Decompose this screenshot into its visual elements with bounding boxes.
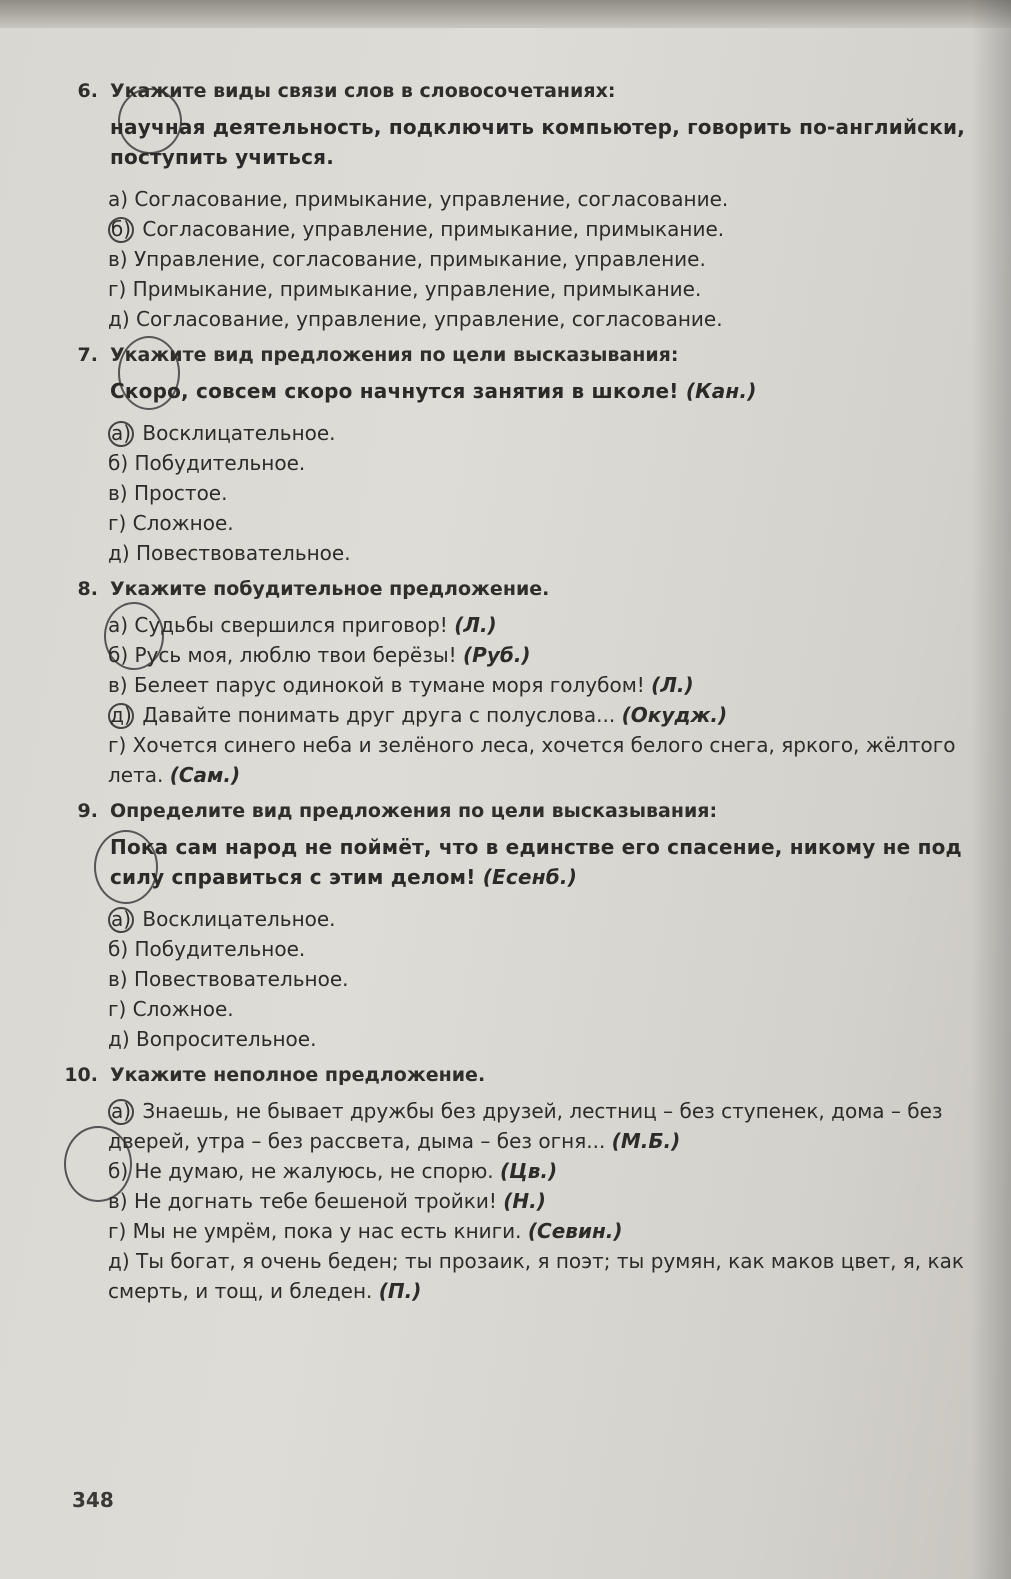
questions-list — [60, 80, 980, 1316]
option-letter: в) — [108, 481, 128, 505]
option-letter: д) — [108, 1027, 130, 1051]
answer-option — [108, 274, 980, 304]
question-prompt: Укажите неполное предложение. — [110, 1064, 486, 1086]
answer-option — [108, 904, 980, 934]
option-text: Управление, согласование, примыкание, управление. — [133, 247, 706, 271]
option-letter: а) — [108, 187, 129, 211]
option-text: Давайте понимать друг друга с полуслова... — [142, 703, 616, 727]
option-letter: б) — [108, 643, 129, 667]
option-source: (Л.) — [651, 673, 694, 697]
answer-options — [108, 904, 980, 1054]
option-text: Побудительное. — [134, 451, 306, 475]
answer-option — [108, 184, 980, 214]
answer-option — [108, 1096, 980, 1156]
answer-option — [108, 448, 980, 478]
question-prompt: Укажите побудительное предложение. — [110, 578, 550, 600]
answer-option — [108, 214, 980, 244]
answer-option — [108, 244, 980, 274]
answer-option — [108, 610, 980, 640]
answer-option — [108, 304, 980, 334]
answer-options — [108, 418, 980, 568]
option-text: Повествовательное. — [133, 967, 349, 991]
option-text: Хочется синего неба и зелёного леса, хочется белого снега, яркого, жёлтого лета. — [108, 733, 956, 787]
option-letter: д) — [108, 541, 130, 565]
option-letter: б) — [108, 451, 129, 475]
option-text: Побудительное. — [134, 937, 306, 961]
option-text: Сложное. — [132, 511, 234, 535]
option-text: Повествовательное. — [136, 541, 351, 565]
answer-options — [108, 610, 980, 790]
answer-option — [108, 730, 980, 790]
option-letter: б) — [108, 1159, 129, 1183]
question-example — [110, 376, 980, 406]
circled-option-letter: а) — [108, 1099, 134, 1125]
option-text: Восклицательное. — [142, 421, 336, 445]
question-6 — [60, 80, 980, 334]
option-text: Восклицательное. — [142, 907, 336, 931]
option-text: Судьбы свершился приговор! — [134, 613, 448, 637]
answer-option — [108, 1186, 980, 1216]
option-source: (П.) — [378, 1279, 422, 1303]
question-9 — [60, 800, 980, 1054]
option-letter: г) — [108, 511, 127, 535]
circled-option-letter: а) — [108, 907, 134, 933]
circled-option-letter: д) — [108, 703, 134, 729]
question-number: 7. — [77, 344, 98, 366]
option-letter: г) — [108, 1219, 127, 1243]
question-prompt: Определите вид предложения по цели высказывания: — [110, 800, 718, 822]
answer-option — [108, 1216, 980, 1246]
answer-option — [108, 994, 980, 1024]
option-source: (Н.) — [503, 1189, 546, 1213]
option-source: (Руб.) — [463, 643, 531, 667]
option-text: Вопросительное. — [136, 1027, 317, 1051]
answer-option — [108, 1246, 980, 1306]
option-letter: г) — [108, 733, 127, 757]
option-text: Сложное. — [132, 997, 234, 1021]
question-8 — [60, 578, 980, 790]
answer-option — [108, 508, 980, 538]
option-text: Примыкание, примыкание, управление, примыкание. — [132, 277, 702, 301]
answer-option — [108, 1156, 980, 1186]
circled-option-letter: б) — [108, 217, 134, 243]
option-source: (Окудж.) — [621, 703, 728, 727]
option-source: (Сам.) — [169, 763, 241, 787]
answer-options — [108, 184, 980, 334]
answer-option — [108, 934, 980, 964]
circled-option-letter: а) — [108, 421, 134, 447]
question-prompt: Укажите вид предложения по цели высказывания: — [110, 344, 679, 366]
answer-option — [108, 640, 980, 670]
question-7 — [60, 344, 980, 568]
option-source: (М.Б.) — [611, 1129, 681, 1153]
option-letter: в) — [108, 247, 128, 271]
question-header — [60, 800, 980, 822]
option-letter: а) — [108, 613, 129, 637]
question-header — [60, 344, 980, 366]
option-text: Не думаю, не жалуюсь, не спорю. — [134, 1159, 494, 1183]
option-letter: б) — [108, 937, 129, 961]
option-letter: г) — [108, 277, 127, 301]
option-text: Простое. — [133, 481, 228, 505]
option-text: Знаешь, не бывает дружбы без друзей, лестниц – без ступенек, дома – без дверей, утра – без рассвета, дыма – без огня... — [108, 1099, 943, 1153]
question-prompt: Укажите виды связи слов в словосочетаниях: — [110, 80, 616, 102]
question-header — [60, 578, 980, 600]
answer-option — [108, 538, 980, 568]
question-header — [60, 1064, 980, 1086]
example-text: Скоро, совсем скоро начнутся занятия в школе! — [110, 379, 679, 403]
question-example — [110, 832, 980, 892]
question-10 — [60, 1064, 980, 1306]
question-number: 8. — [77, 578, 98, 600]
option-text: Белеет парус одинокой в тумане моря голубом! — [133, 673, 645, 697]
question-example — [110, 112, 980, 172]
example-text: научная деятельность, подключить компьютер, говорить по-английски, поступить учиться. — [110, 115, 966, 169]
option-source: (Л.) — [454, 613, 497, 637]
question-header — [60, 80, 980, 102]
page-number: 348 — [72, 1488, 114, 1512]
answer-option — [108, 418, 980, 448]
answer-option — [108, 700, 980, 730]
answer-option — [108, 478, 980, 508]
answer-option — [108, 1024, 980, 1054]
option-source: (Севин.) — [527, 1219, 623, 1243]
option-letter: в) — [108, 673, 128, 697]
option-text: Мы не умрём, пока у нас есть книги. — [132, 1219, 522, 1243]
example-text: Пока сам народ не поймёт, что в единстве его спасение, никому не под силу справиться с этим делом! — [110, 835, 962, 889]
option-letter: в) — [108, 1189, 128, 1213]
page-top-edge — [0, 0, 1011, 28]
option-text: Согласование, управление, примыкание, примыкание. — [142, 217, 725, 241]
option-text: Русь моя, люблю твои берёзы! — [134, 643, 457, 667]
option-text: Согласование, примыкание, управление, согласование. — [134, 187, 729, 211]
question-number: 10. — [64, 1064, 98, 1086]
option-letter: г) — [108, 997, 127, 1021]
option-text: Ты богат, я очень беден; ты прозаик, я поэт; ты румян, как маков цвет, я, как смерть, и тощ, и бледен. — [108, 1249, 964, 1303]
example-source: (Кан.) — [685, 379, 757, 403]
option-letter: д) — [108, 307, 130, 331]
option-source: (Цв.) — [500, 1159, 558, 1183]
question-number: 6. — [77, 80, 98, 102]
option-text: Не догнать тебе бешеной тройки! — [133, 1189, 497, 1213]
option-letter: в) — [108, 967, 128, 991]
example-source: (Есенб.) — [482, 865, 578, 889]
option-text: Согласование, управление, управление, согласование. — [136, 307, 723, 331]
answer-option — [108, 964, 980, 994]
answer-options — [108, 1096, 980, 1306]
question-number: 9. — [77, 800, 98, 822]
answer-option — [108, 670, 980, 700]
option-letter: д) — [108, 1249, 130, 1273]
